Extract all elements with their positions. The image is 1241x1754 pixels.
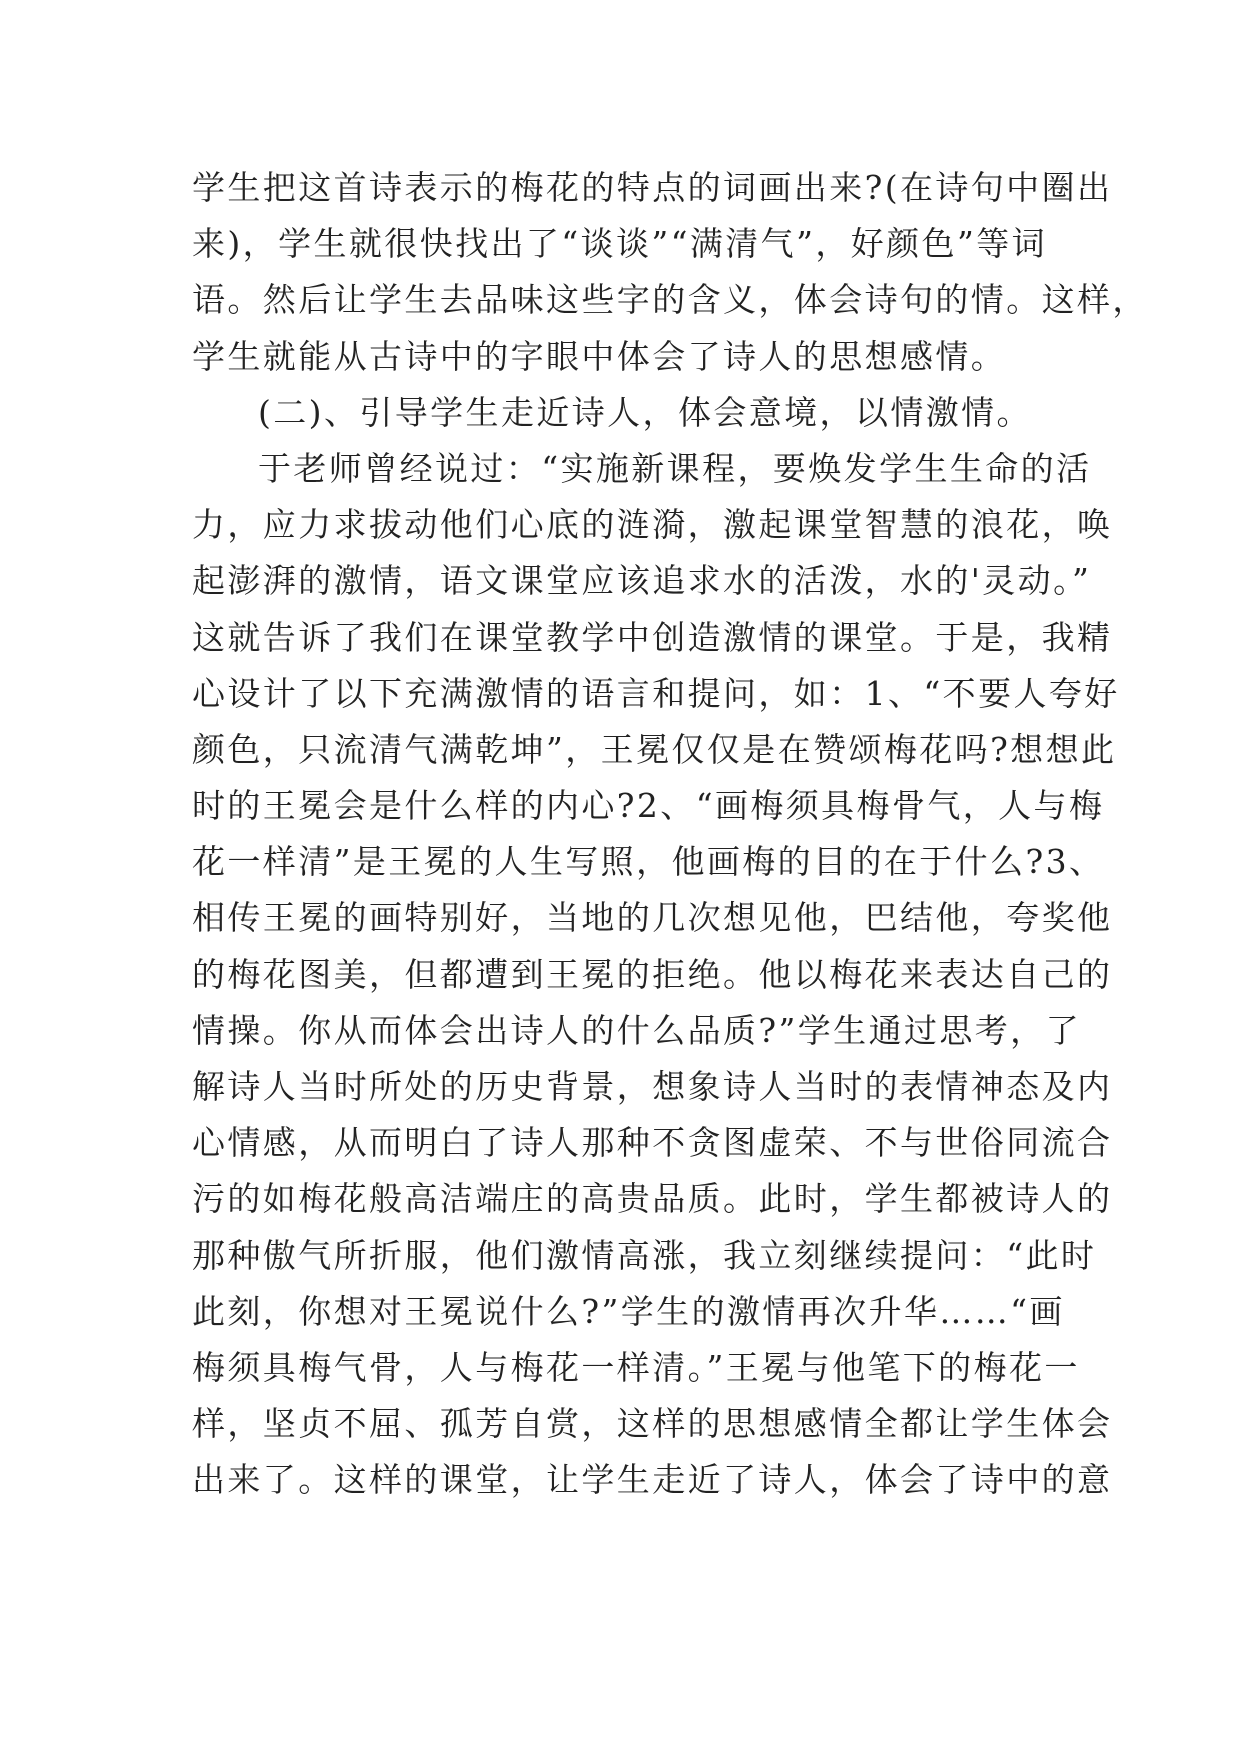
text-line: 力，应力求拔动他们心底的涟漪，激起课堂智慧的浪花，唤 (192, 505, 1113, 545)
text-line: 学生就能从古诗中的字眼中体会了诗人的思想感情。 (192, 336, 1007, 376)
text-line: 时的王冕会是什么样的内心?2、“画梅须具梅骨气，人与梅 (192, 786, 1105, 826)
text-line: 语。然后让学生去品味这些字的含义，体会诗句的情。这样， (192, 280, 1148, 320)
body-text (192, 160, 1148, 1509)
text-line: 这就告诉了我们在课堂教学中创造激情的课堂。于是，我精 (192, 617, 1113, 657)
text-line: 此刻，你想对王冕说什么?”学生的激情再次升华……“画 (192, 1291, 1065, 1331)
text-line: 来)，学生就很快找出了“谈谈”“满清气”，好颜色”等词 (192, 224, 1048, 264)
text-line: (二)、引导学生走近诗人，体会意境，以情激情。 (258, 392, 1032, 432)
text-line: 出来了。这样的课堂，让学生走近了诗人，体会了诗中的意 (192, 1460, 1113, 1500)
text-line: 样，坚贞不屈、孤芳自赏，这样的思想感情全都让学生体会 (192, 1404, 1113, 1444)
text-line: 的梅花图美，但都遭到王冕的拒绝。他以梅花来表达自己的 (192, 954, 1113, 994)
text-line: 解诗人当时所处的历史背景，想象诗人当时的表情神态及内 (192, 1067, 1113, 1106)
text-line: 那种傲气所折服，他们激情高涨，我立刻继续提问：“此时 (192, 1235, 1097, 1275)
text-line: 颜色，只流清气满乾坤”，王冕仅仅是在赞颂梅花吗?想想此 (192, 729, 1117, 769)
text-line: 污的如梅花般高洁端庄的高贵品质。此时，学生都被诗人的 (192, 1179, 1113, 1219)
text-line: 起澎湃的激情，语文课堂应该追求水的活泼，水的'灵动。” (192, 561, 1092, 601)
text-line: 于老师曾经说过：“实施新课程，要焕发学生生命的活 (258, 448, 1092, 488)
text-line: 心设计了以下充满激情的语言和提问，如：1、“不要人夸好 (192, 673, 1120, 713)
text-line: 相传王冕的画特别好，当地的几次想见他，巴结他，夸奖他 (192, 898, 1113, 938)
text-line: 学生把这首诗表示的梅花的特点的词画出来?(在诗句中圈出 (192, 168, 1113, 207)
text-line: 情操。你从而体会出诗人的什么品质?”学生通过思考，了 (192, 1010, 1081, 1050)
text-line: 梅须具梅气骨，人与梅花一样清。”王冕与他笔下的梅花一 (192, 1347, 1080, 1387)
text-line: 心情感，从而明白了诗人那种不贪图虚荣、不与世俗同流合 (192, 1123, 1113, 1163)
text-line: 花一样清”是王冕的人生写照，他画梅的目的在于什么?3、 (192, 842, 1105, 882)
